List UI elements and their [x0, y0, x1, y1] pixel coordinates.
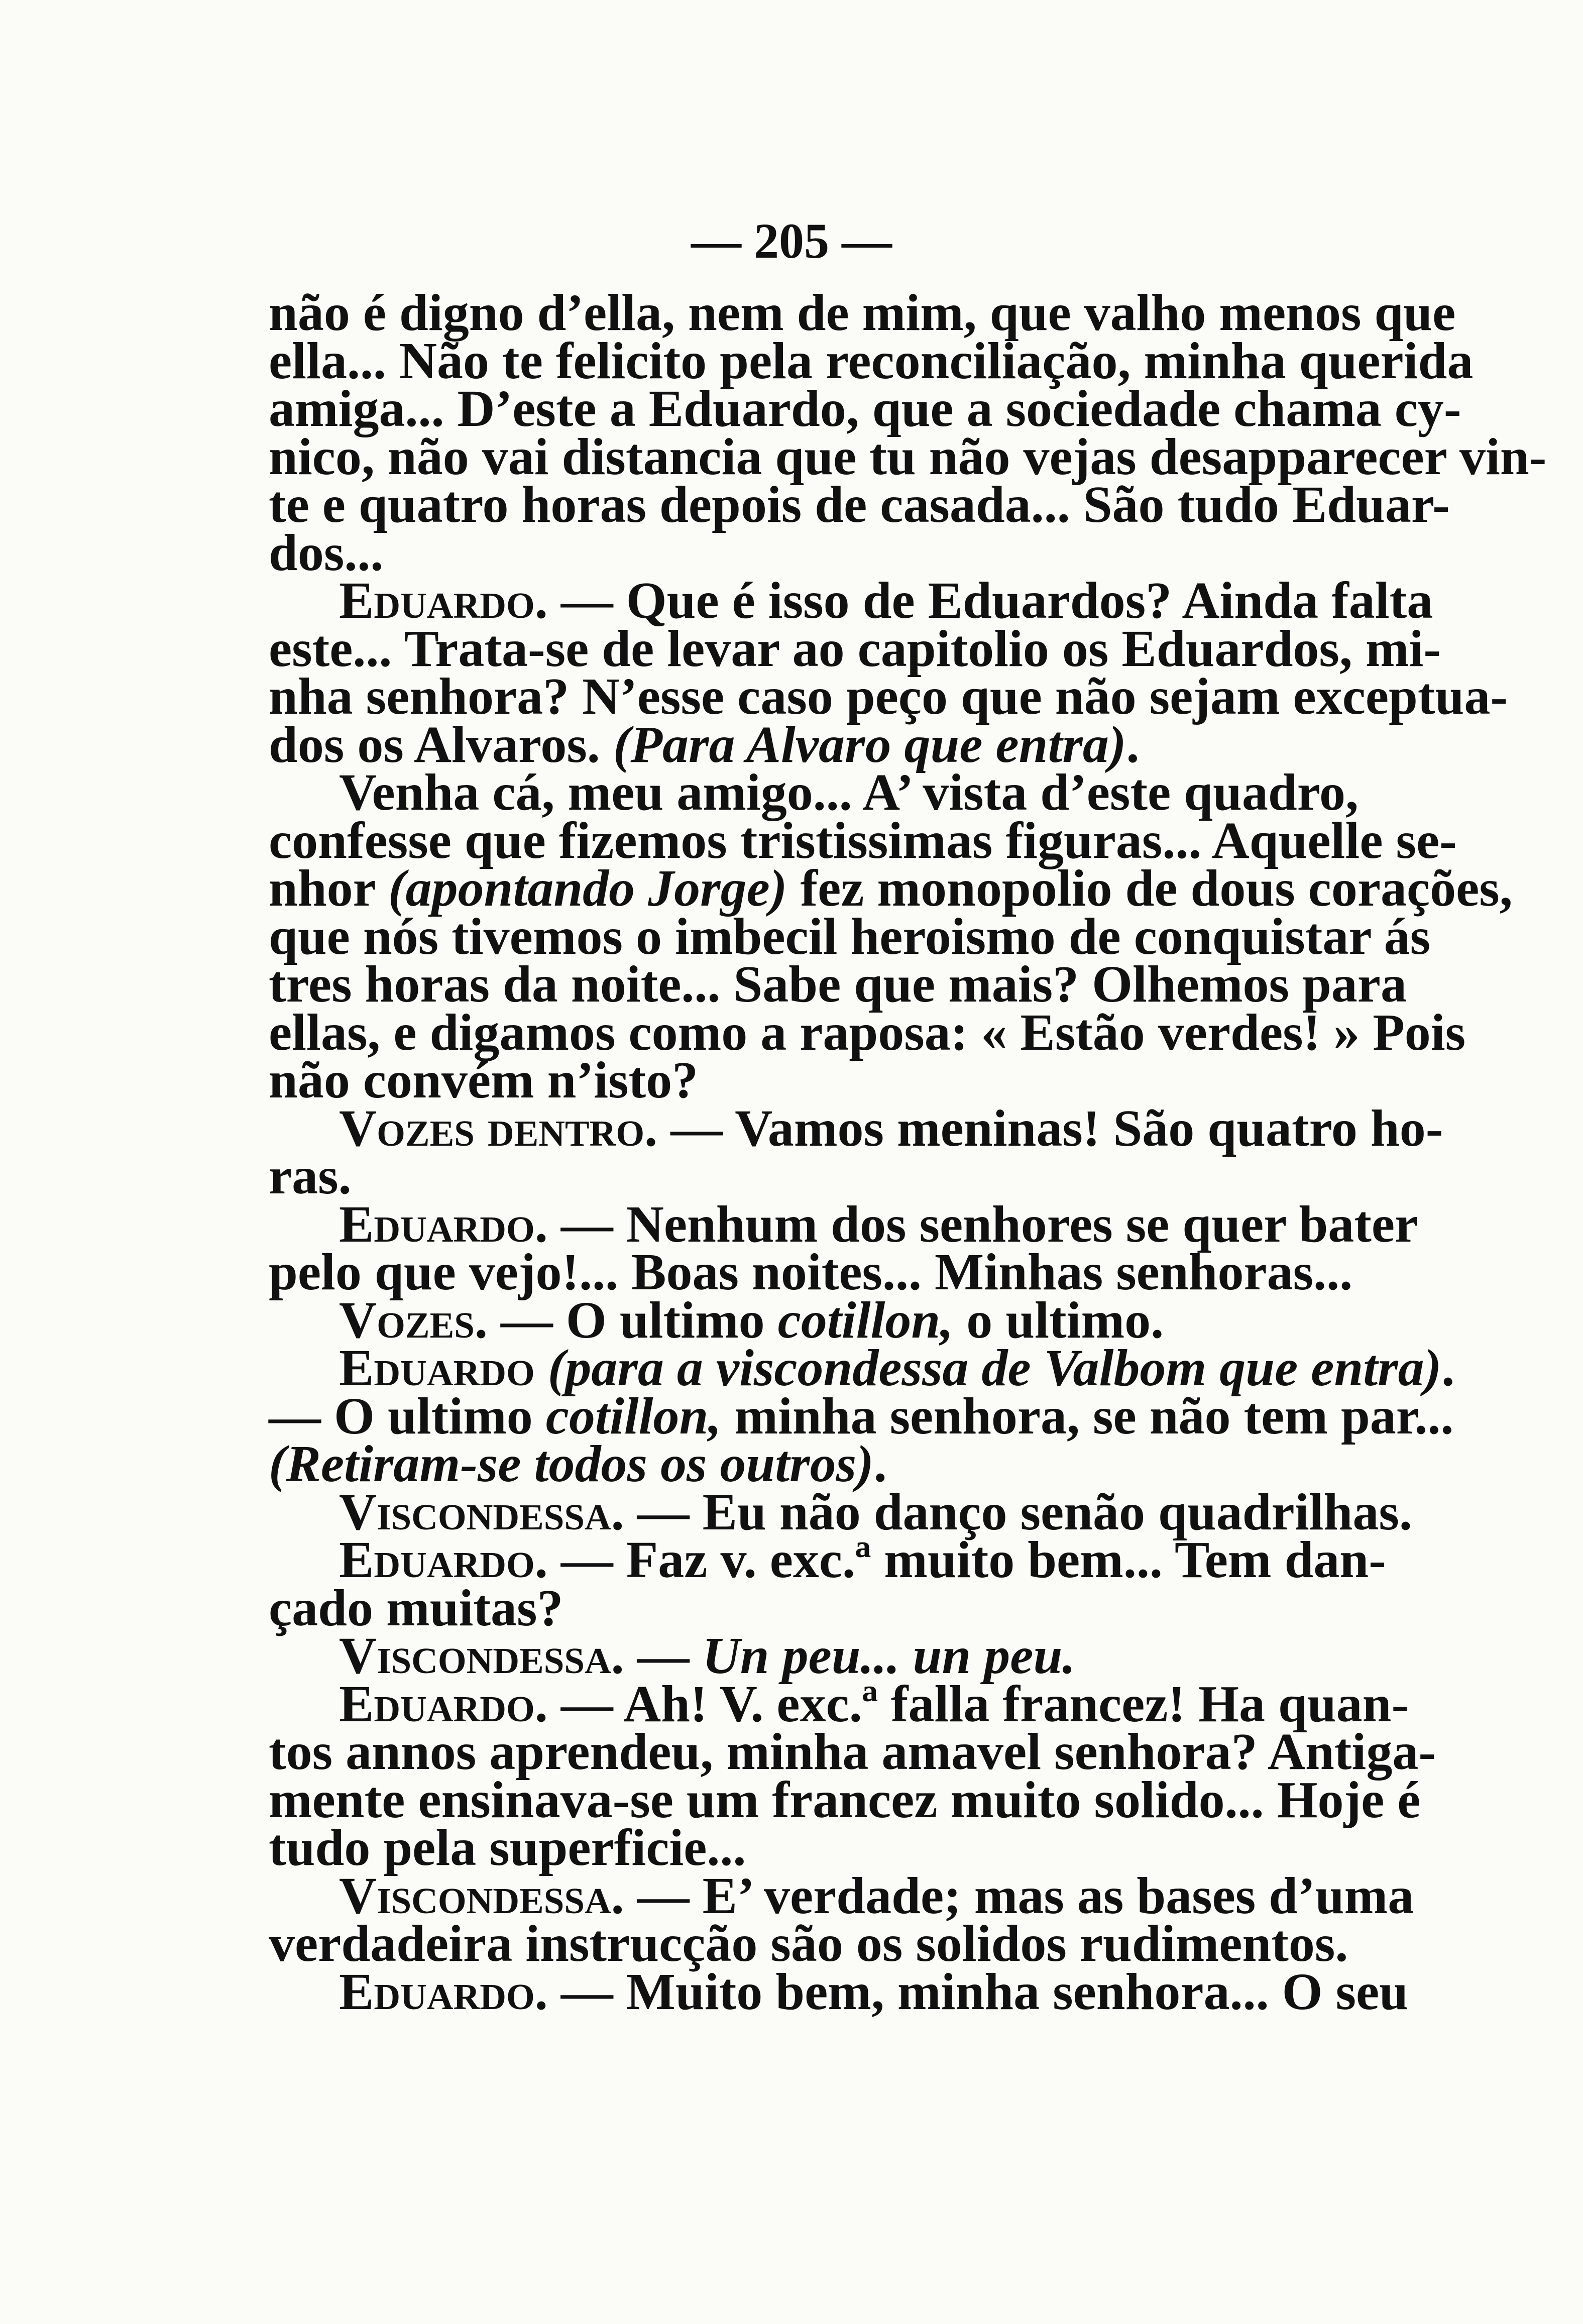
text-line: nico, não vai distancia que tu não vejas desapparecer vin- — [269, 427, 1547, 486]
dialogue-text: o ultimo. — [953, 1291, 1164, 1349]
dialogue-line — [269, 1531, 1386, 1589]
dialogue-line — [269, 1099, 1443, 1157]
text-line — [269, 715, 1273, 773]
text-line: não convém n’isto? — [269, 1051, 699, 1109]
text-line: tres horas da noite... Sabe que mais? Olhemos para — [269, 955, 1407, 1013]
text-line: tos annos aprendeu, minha amavel senhora? Antiga- — [269, 1723, 1436, 1781]
body-text — [269, 284, 1547, 2021]
dialogue-text: — Muito bem, minha senhora... O seu — [547, 1962, 1408, 2021]
text-line: pelo que vejo!... Boas noites... Minhas senhoras... — [269, 1243, 1353, 1301]
text-line: ella... Não te felicito pela reconciliação, minha querida — [269, 331, 1474, 390]
speaker-name: Eduardo. — [339, 1531, 548, 1589]
speaker-name: Eduardo. — [339, 1962, 548, 2021]
speaker-name: Eduardo. — [339, 1675, 548, 1733]
text-line — [269, 1435, 1273, 1493]
stage-direction: (para a viscondessa de Valbom que entra) — [547, 1339, 1442, 1397]
text-line: nha senhora? N’esse caso peço que não sejam exceptua- — [269, 668, 1508, 725]
text-line: ras. — [269, 1147, 352, 1205]
text-line: que nós tivemos o imbecil heroismo de conquistar ás — [269, 907, 1431, 965]
dialogue-text: — E’ verdade; mas as bases d’uma — [624, 1866, 1414, 1925]
text-segment: dos os Alvaros. — [269, 715, 613, 773]
text-segment: fez monopolio de dous corações, — [787, 859, 1513, 917]
text-segment: nhor — [269, 859, 388, 917]
dialogue-text: — Ah! V. exc.ª falla francez! Ha quan- — [547, 1675, 1409, 1733]
foreign-phrase: Un peu... un peu. — [702, 1627, 1076, 1685]
page-number: — 205 — — [691, 213, 892, 269]
text-line: Venha cá, meu amigo... A’ vista d’este quadro, — [339, 763, 1359, 821]
dialogue-line — [269, 1195, 1418, 1253]
dialogue-text: . — [1441, 1339, 1455, 1397]
text-line: çado muitas? — [269, 1579, 563, 1637]
dialogue-line — [269, 1291, 1273, 1349]
text-line: este... Trata-se de levar ao capitolio os Eduardos, mi- — [269, 619, 1441, 678]
dialogue-line — [269, 1627, 1273, 1685]
stage-direction: cotillon, — [545, 1387, 722, 1445]
dialogue-text: — O ultimo — [487, 1291, 778, 1349]
dialogue-line — [269, 1866, 1414, 1925]
dialogue-text: — Faz v. exc.ª muito bem... Tem dan- — [547, 1531, 1386, 1589]
text-segment: minha senhora, se não tem par... — [721, 1387, 1454, 1445]
text-line: tudo pela superficie... — [269, 1819, 746, 1876]
dialogue-text: — Vamos meninas! São quatro ho- — [657, 1099, 1443, 1157]
speaker-name: Vozes dentro. — [339, 1099, 658, 1157]
text-line: confesse que fizemos tristissimas figuras... Aquelle se- — [269, 811, 1457, 869]
text-segment: — O ultimo — [269, 1387, 546, 1445]
text-line: verdadeira instrucção são os solidos rudimentos. — [269, 1915, 1348, 1972]
text-segment: . — [1126, 715, 1140, 773]
dialogue-line — [269, 1675, 1409, 1733]
speaker-name: Viscondessa. — [339, 1866, 624, 1925]
text-line: mente ensinava-se um francez muito solido... Hoje é — [269, 1770, 1421, 1829]
stage-direction: (apontando Jorge) — [388, 859, 787, 917]
speaker-name: Eduardo. — [339, 1195, 548, 1253]
speaker-name: Viscondessa. — [339, 1483, 624, 1541]
dialogue-text: — Nenhum dos senhores se quer bater — [547, 1195, 1418, 1253]
stage-direction: (Retiram-se todos os outros) — [269, 1435, 874, 1493]
text-line: te e quatro horas depois de casada... São tudo Eduar- — [269, 476, 1450, 533]
dialogue-text: — Que é isso de Eduardos? Ainda falta — [547, 572, 1433, 629]
text-line — [269, 859, 1513, 917]
stage-direction: (Para Alvaro que entra) — [613, 715, 1126, 773]
dialogue-line — [269, 572, 1433, 629]
text-segment: . — [873, 1435, 887, 1493]
dialogue-text: — Eu não danço senão quadrilhas. — [624, 1483, 1412, 1541]
dialogue-line — [269, 1339, 1455, 1397]
text-line: dos... — [269, 523, 384, 582]
dialogue-line — [269, 1483, 1412, 1541]
text-line: não é digno d’ella, nem de mim, que valho menos que — [269, 284, 1456, 342]
text-line: ellas, e digamos como a raposa: « Estão verdes! » Pois — [269, 1003, 1466, 1061]
stage-direction: cotillon, — [777, 1291, 954, 1349]
text-line: amiga... D’este a Eduardo, que a sociedade chama cy- — [269, 380, 1461, 437]
dialogue-text: — — [624, 1627, 703, 1685]
dialogue-line — [269, 1962, 1408, 2021]
speaker-name: Eduardo — [339, 1339, 535, 1397]
text-line — [269, 1387, 1454, 1445]
speaker-name: Viscondessa. — [339, 1627, 624, 1685]
speaker-name: Eduardo. — [339, 572, 548, 629]
speaker-name: Vozes. — [339, 1291, 488, 1349]
